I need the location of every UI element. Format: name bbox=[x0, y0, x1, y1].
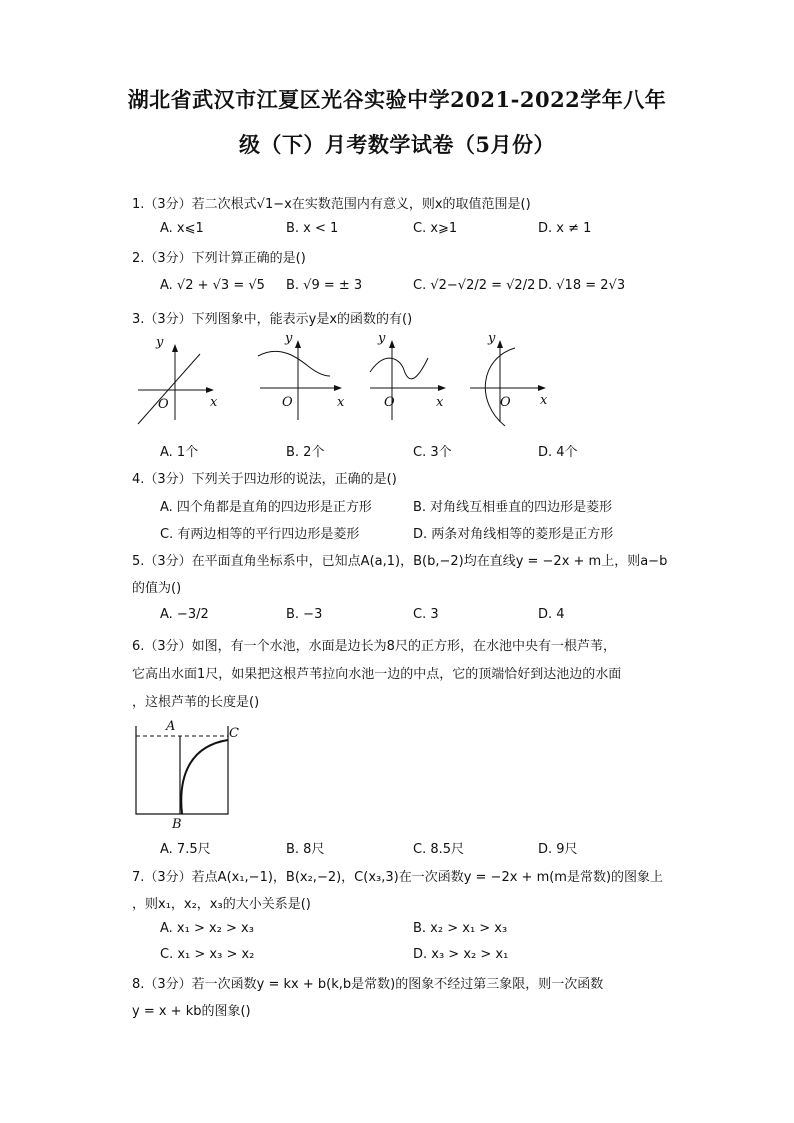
question-6-stem-cont-2: ，这根芦苇的长度是() bbox=[132, 695, 260, 710]
q6-option-d: D. 9尺 bbox=[538, 842, 578, 857]
q2-option-b: B. √9 = ± 3 bbox=[286, 278, 363, 293]
q1-option-c: C. x⩾1 bbox=[413, 221, 458, 236]
question-6-stem: 6.（3分）如图，有一个水池，水面是边长为8尺的正方形，在水池中央有一根芦苇， bbox=[132, 639, 616, 654]
q3-g2-x-label: x bbox=[337, 395, 345, 410]
q3-g2-y-label: y bbox=[285, 331, 293, 346]
q3-g1-origin: O bbox=[158, 397, 169, 412]
q4-option-b: B. 对角线互相垂直的四边形是菱形 bbox=[413, 500, 613, 515]
exam-title-line-2: 级（下）月考数学试卷（5月份） bbox=[238, 132, 556, 157]
question-8-stem-cont: y = x + kb的图象() bbox=[132, 1004, 251, 1019]
q7-option-b: B. x₂ > x₁ > x₃ bbox=[413, 921, 508, 936]
q4-option-d: D. 两条对角线相等的菱形是正方形 bbox=[413, 527, 614, 542]
question-6-stem-cont-1: 它高出水面1尺，如果把这根芦苇拉向水池一边的中点，它的顶端恰好到达池边的水面 bbox=[132, 667, 622, 682]
question-5-stem: 5.（3分）在平面直角坐标系中，已知点A(a,1)，B(b,−2)均在直线y = −2x + m上，则a−b bbox=[132, 554, 668, 569]
q3-g1-x-label: x bbox=[210, 395, 218, 410]
q4-option-a: A. 四个角都是直角的四边形是正方形 bbox=[160, 500, 372, 515]
q3-graph-1 bbox=[138, 335, 218, 424]
q5-option-c: C. 3 bbox=[413, 607, 439, 622]
question-1-stem: 1.（3分）若二次根式√1−x在实数范围内有意义，则x的取值范围是() bbox=[132, 197, 531, 212]
q3-g3-x-label: x bbox=[436, 395, 444, 410]
q3-graph-3 bbox=[370, 331, 446, 420]
q7-option-d: D. x₃ > x₂ > x₁ bbox=[413, 947, 509, 962]
exam-title-line-1: 湖北省武汉市江夏区光谷实验中学2021-2022学年八年 bbox=[127, 87, 667, 112]
q7-option-a: A. x₁ > x₂ > x₃ bbox=[160, 921, 254, 936]
q6-pond-figure bbox=[128, 716, 248, 832]
q2-option-a: A. √2 + √3 = √5 bbox=[160, 278, 265, 293]
question-3-stem: 3.（3分）下列图象中，能表示y是x的函数的有() bbox=[132, 312, 413, 327]
q4-option-c: C. 有两边相等的平行四边形是菱形 bbox=[160, 527, 360, 542]
q3-g4-origin: O bbox=[500, 395, 511, 410]
q6-label-b: B bbox=[172, 817, 182, 832]
question-8-stem: 8.（3分）若一次函数y = kx + b(k,b是常数)的图象不经过第三象限，则一次函数 bbox=[132, 977, 604, 992]
q5-option-a: A. −3/2 bbox=[160, 607, 209, 622]
q2-option-c: C. √2−√2/2 = √2/2 bbox=[413, 278, 536, 293]
q3-option-a: A. 1个 bbox=[160, 445, 199, 460]
q5-option-b: B. −3 bbox=[286, 607, 323, 622]
q3-option-b: B. 2个 bbox=[286, 445, 325, 460]
q6-label-a: A bbox=[166, 719, 176, 734]
q3-g4-x-label: x bbox=[540, 393, 548, 408]
question-7-stem-cont: ，则x₁，x₂，x₃的大小关系是() bbox=[132, 897, 311, 912]
question-5-stem-cont: 的值为() bbox=[132, 581, 182, 596]
q5-option-d: D. 4 bbox=[538, 607, 565, 622]
question-2-stem: 2.（3分）下列计算正确的是() bbox=[132, 251, 306, 266]
q3-graph-2 bbox=[258, 331, 345, 420]
q6-option-a: A. 7.5尺 bbox=[160, 842, 211, 857]
q3-g4-y-label: y bbox=[488, 331, 496, 346]
question-7-stem: 7.（3分）若点A(x₁,−1)，B(x₂,−2)，C(x₃,3)在一次函数y = −2x + m(m是常数)的图象上 bbox=[132, 870, 664, 885]
q3-g3-y-label: y bbox=[378, 331, 386, 346]
q3-graph-4 bbox=[470, 331, 548, 426]
q1-option-d: D. x ≠ 1 bbox=[538, 221, 592, 236]
q3-option-d: D. 4个 bbox=[538, 445, 578, 460]
q6-option-c: C. 8.5尺 bbox=[413, 842, 465, 857]
q1-option-b: B. x < 1 bbox=[286, 221, 339, 236]
q3-function-graphs bbox=[130, 330, 570, 430]
q3-g3-origin: O bbox=[384, 395, 395, 410]
q3-g2-origin: O bbox=[282, 395, 293, 410]
q3-option-c: C. 3个 bbox=[413, 445, 452, 460]
q6-label-c: C bbox=[229, 726, 239, 741]
q1-option-a: A. x⩽1 bbox=[160, 221, 204, 236]
q2-option-d: D. √18 = 2√3 bbox=[538, 278, 626, 293]
q3-g1-y-label: y bbox=[156, 335, 164, 350]
q6-option-b: B. 8尺 bbox=[286, 842, 325, 857]
question-4-stem: 4.（3分）下列关于四边形的说法，正确的是() bbox=[132, 472, 397, 487]
q7-option-c: C. x₁ > x₃ > x₂ bbox=[160, 947, 255, 962]
